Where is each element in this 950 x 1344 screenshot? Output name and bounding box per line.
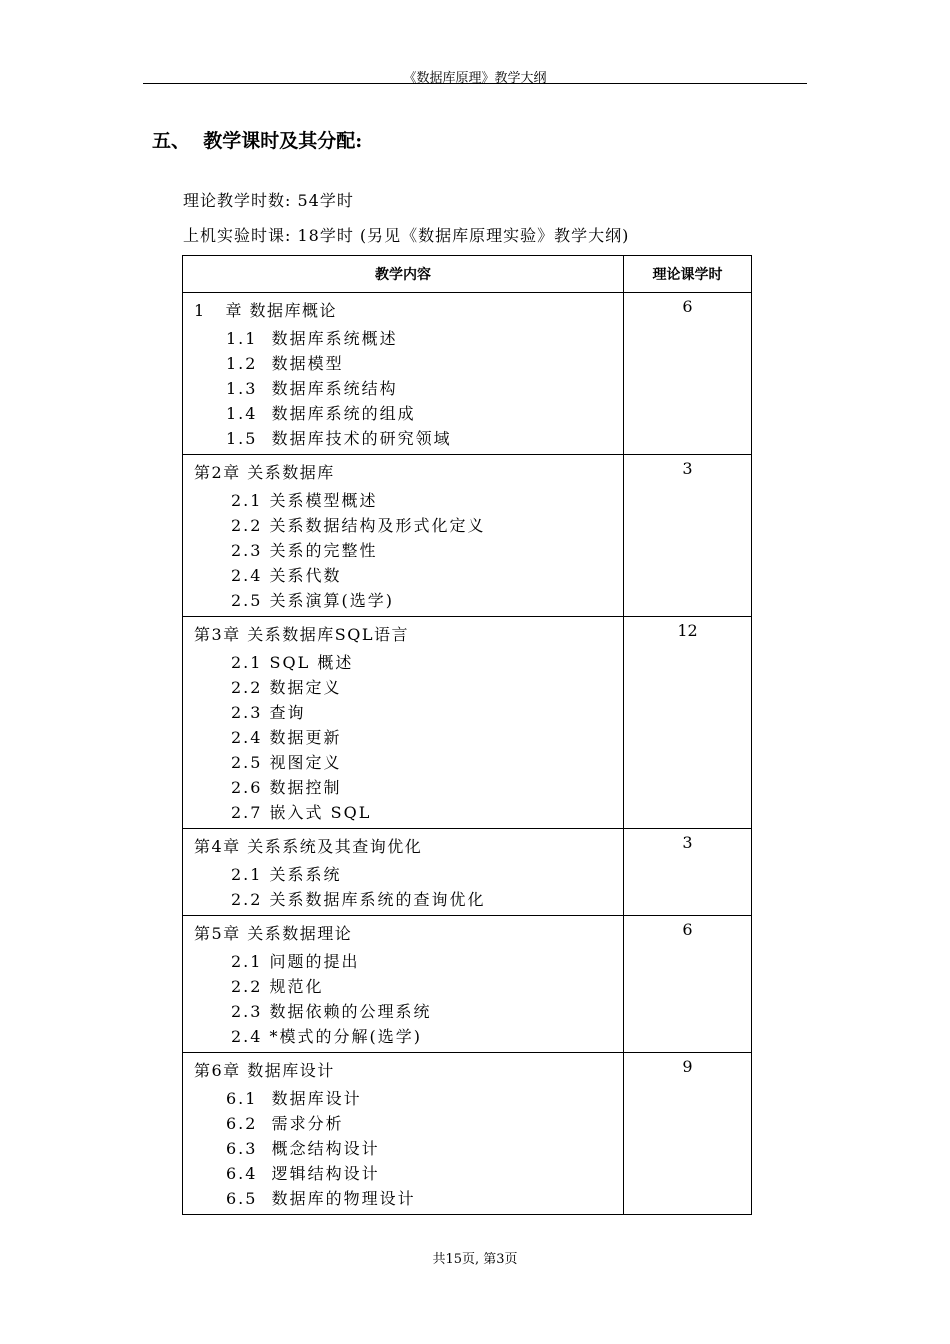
table-row (183, 916, 752, 1053)
chapter-content-cell (183, 293, 624, 455)
chapter-title: 第5章 关系数据理论 (194, 924, 353, 943)
section-item: 2.2 规范化 (231, 977, 324, 996)
section-item: 2.3 关系的完整性 (231, 541, 378, 560)
chapter-content-cell (183, 916, 624, 1053)
chapter-hours-cell: 9 (624, 1053, 752, 1215)
section-item: 2.3 数据依赖的公理系统 (231, 1002, 432, 1021)
section-item: 2.4 数据更新 (231, 728, 342, 747)
section-list (184, 324, 622, 453)
section-item: 2.1 问题的提出 (231, 952, 360, 971)
section-item: 2.2 关系数据库系统的查询优化 (231, 890, 486, 909)
section-item: 6.3 概念结构设计 (226, 1139, 380, 1158)
theory-hours-text: 理论教学时数: 54学时 (183, 191, 354, 210)
chapter-title: 第2章 关系数据库 (194, 463, 335, 482)
section-item: 2.1 关系模型概述 (231, 491, 378, 510)
section-list (184, 486, 622, 615)
section-item: 6.5 数据库的物理设计 (226, 1189, 416, 1208)
chapter-hours-cell: 3 (624, 455, 752, 617)
section-list (184, 860, 622, 914)
section-item: 2.3 查询 (231, 703, 306, 722)
section-title: 五、 教学课时及其分配: (152, 130, 363, 152)
chapter-title: 1 章 数据库概论 (194, 301, 338, 320)
chapter-content-cell (183, 617, 624, 829)
section-item: 1.5 数据库技术的研究领域 (226, 429, 452, 448)
header-divider (143, 83, 807, 84)
section-item: 2.2 关系数据结构及形式化定义 (231, 516, 486, 535)
chapter-hours-cell: 6 (624, 293, 752, 455)
section-item: 1.4 数据库系统的组成 (226, 404, 416, 423)
course-hours-table (182, 255, 752, 1215)
table-row (183, 1053, 752, 1215)
header-title: 《数据库原理》教学大纲 (403, 71, 547, 86)
chapter-hours-cell: 6 (624, 916, 752, 1053)
section-item: 2.6 数据控制 (231, 778, 342, 797)
chapter-title: 第3章 关系数据库SQL语言 (194, 625, 409, 644)
section-item: 6.2 需求分析 (226, 1114, 344, 1133)
table-row (183, 293, 752, 455)
page-footer: 共15页, 第3页 (432, 1252, 518, 1267)
chapter-content-cell (183, 455, 624, 617)
section-item: 2.5 视图定义 (231, 753, 342, 772)
column-header-hours: 理论课学时 (624, 256, 752, 293)
chapter-content-cell (183, 1053, 624, 1215)
section-item: 1.2 数据模型 (226, 354, 344, 373)
section-item: 6.4 逻辑结构设计 (226, 1164, 380, 1183)
table-row (183, 829, 752, 916)
chapter-content-cell (183, 829, 624, 916)
section-list (184, 947, 622, 1051)
table-row (183, 455, 752, 617)
section-item: 2.4 关系代数 (231, 566, 342, 585)
chapter-hours-cell: 12 (624, 617, 752, 829)
section-list (184, 1084, 622, 1213)
column-header-content: 教学内容 (183, 256, 624, 293)
table-header-row (183, 256, 752, 293)
chapter-title: 第4章 关系系统及其查询优化 (194, 837, 423, 856)
section-item: 6.1 数据库设计 (226, 1089, 362, 1108)
section-list (184, 648, 622, 827)
table-row (183, 617, 752, 829)
section-item: 2.1 SQL 概述 (231, 653, 354, 672)
section-item: 2.2 数据定义 (231, 678, 342, 697)
section-item: 1.3 数据库系统结构 (226, 379, 398, 398)
section-item: 2.4 *模式的分解(选学) (231, 1027, 423, 1046)
section-item: 2.5 关系演算(选学) (231, 591, 395, 610)
section-item: 2.7 嵌入式 SQL (231, 803, 372, 822)
section-item: 1.1 数据库系统概述 (226, 329, 398, 348)
chapter-hours-cell: 3 (624, 829, 752, 916)
lab-hours-text: 上机实验时课: 18学时 (另见《数据库原理实验》教学大纲) (183, 226, 630, 245)
section-item: 2.1 关系系统 (231, 865, 342, 884)
chapter-title: 第6章 数据库设计 (194, 1061, 335, 1080)
